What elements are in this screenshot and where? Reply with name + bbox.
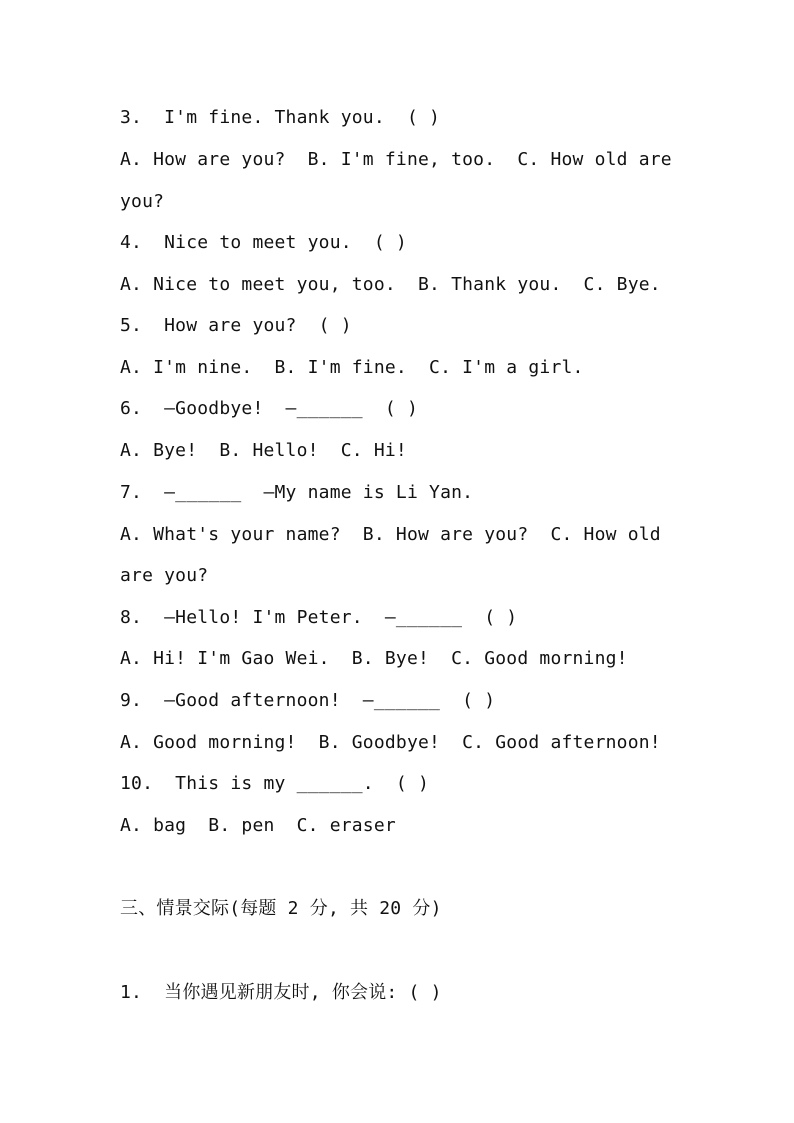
question-7: 7. —______ —My name is Li Yan. [120,482,474,503]
question-8: 8. —Hello! I'm Peter. —______ ( ) [120,607,518,628]
question-4: 4. Nice to meet you. ( ) [120,232,407,253]
question-6-options: A. Bye! B. Hello! C. Hi! [120,440,407,461]
question-8-options: A. Hi! I'm Gao Wei. B. Bye! C. Good morning! [120,648,628,669]
question-6: 6. —Goodbye! —______ ( ) [120,398,418,419]
section-3-question-1: 1. 当你遇见新朋友时, 你会说: ( ) [120,982,442,1003]
question-9: 9. —Good afternoon! —______ ( ) [120,690,496,711]
question-10: 10. This is my ______. ( ) [120,773,430,794]
question-9-options: A. Good morning! B. Goodbye! C. Good afternoon! [120,732,661,753]
question-5-options: A. I'm nine. B. I'm fine. C. I'm a girl. [120,357,584,378]
question-3-options: A. How are you? B. I'm fine, too. C. How old are [120,149,672,170]
question-7-options-cont: are you? [120,565,209,586]
section-3-heading: 三、情景交际(每题 2 分, 共 20 分) [120,898,442,919]
question-5: 5. How are you? ( ) [120,315,352,336]
question-3-options-cont: you? [120,191,165,212]
question-10-options: A. bag B. pen C. eraser [120,815,396,836]
question-4-options: A. Nice to meet you, too. B. Thank you. C. Bye. [120,274,661,295]
question-3: 3. I'm fine. Thank you. ( ) [120,107,441,128]
question-7-options: A. What's your name? B. How are you? C. How old [120,524,661,545]
